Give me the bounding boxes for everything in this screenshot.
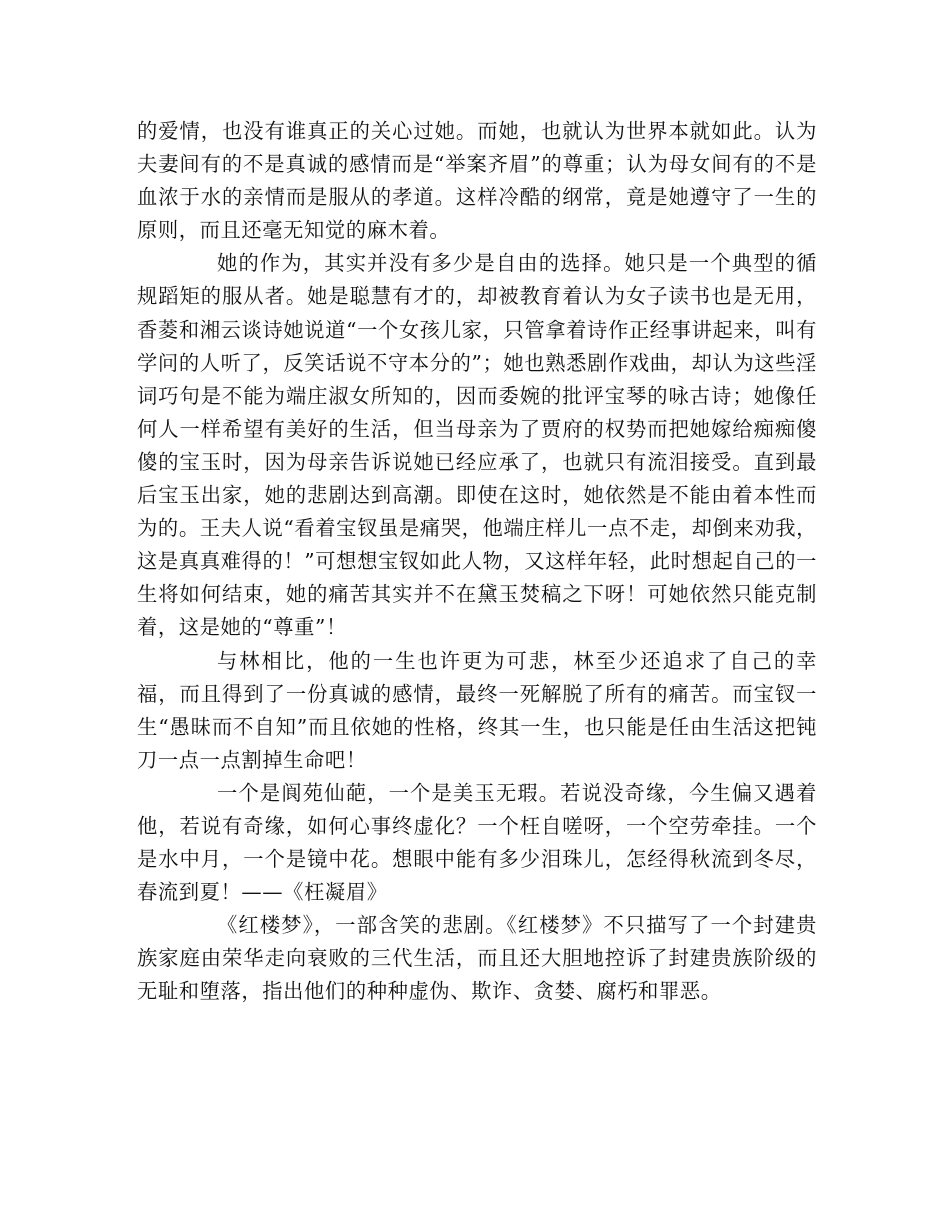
paragraph-5: 《红楼梦》，一部含笑的悲剧。《红楼梦》不只描写了一个封建贵族家庭由荣华走向衰败的三代生活，而且还大胆地控诉了封建贵族阶级的无耻和堕落，指出他们的种种虚伪、欺诈、贪婪、腐朽和罪恶。	[137, 913, 817, 1004]
paragraph-2: 她的作为，其实并没有多少是自由的选择。她只是一个典型的循规蹈矩的服从者。她是聪慧有才的，却被教育着认为女子读书也是无用，香菱和湘云谈诗她说道“一个女孩儿家，只管拿着诗作正经事讲起来，叫有学问的人听了，反笑话说不守本分的”；她也熟悉剧作戏曲，却认为这些淫词巧句是不能为端庄淑女所知的，因而委婉的批评宝琴的咏古诗；她像任何人一样希望有美好的生活，但当母亲为了贾府的权势而把她嫁给痴痴傻傻的宝玉时，因为母亲告诉说她已经应承了，也就只有流泪接受。直到最后宝玉出家，她的悲剧达到高潮。即使在这时，她依然是不能由着本性而为的。王夫人说“看着宝钗虽是痛哭，他端庄样儿一点不走，却倒来劝我，这是真真难得的！”可想想宝钗如此人物，又这样年轻，此时想起自己的一生将如何结束，她的痛苦其实并不在黛玉焚稿之下呀！可她依然只能克制着，这是她的“尊重”！	[137, 251, 817, 640]
document-page	[137, 115, 817, 1009]
paragraph-3: 与林相比，他的一生也许更为可悲，林至少还追求了自己的幸福，而且得到了一份真诚的感情，最终一死解脱了所有的痛苦。而宝钗一生“愚昧而不自知”而且依她的性格，终其一生，也只能是任由生活这把钝刀一点一点割掉生命吧！	[137, 648, 817, 772]
paragraph-4: 一个是阆苑仙葩，一个是美玉无瑕。若说没奇缘，今生偏又遇着他，若说有奇缘，如何心事终虚化？一个枉自嗟呀，一个空劳牵挂。一个是水中月，一个是镜中花。想眼中能有多少泪珠儿，怎经得秋流到冬尽，春流到夏！——《枉凝眉》	[137, 780, 817, 905]
paragraph-1: 的爱情，也没有谁真正的关心过她。而她，也就认为世界本就如此。认为夫妻间有的不是真诚的感情而是“举案齐眉”的尊重；认为母女间有的不是血浓于水的亲情而是服从的孝道。这样冷酷的纲常，竟是她遵守了一生的原则，而且还毫无知觉的麻木着。	[137, 119, 817, 243]
